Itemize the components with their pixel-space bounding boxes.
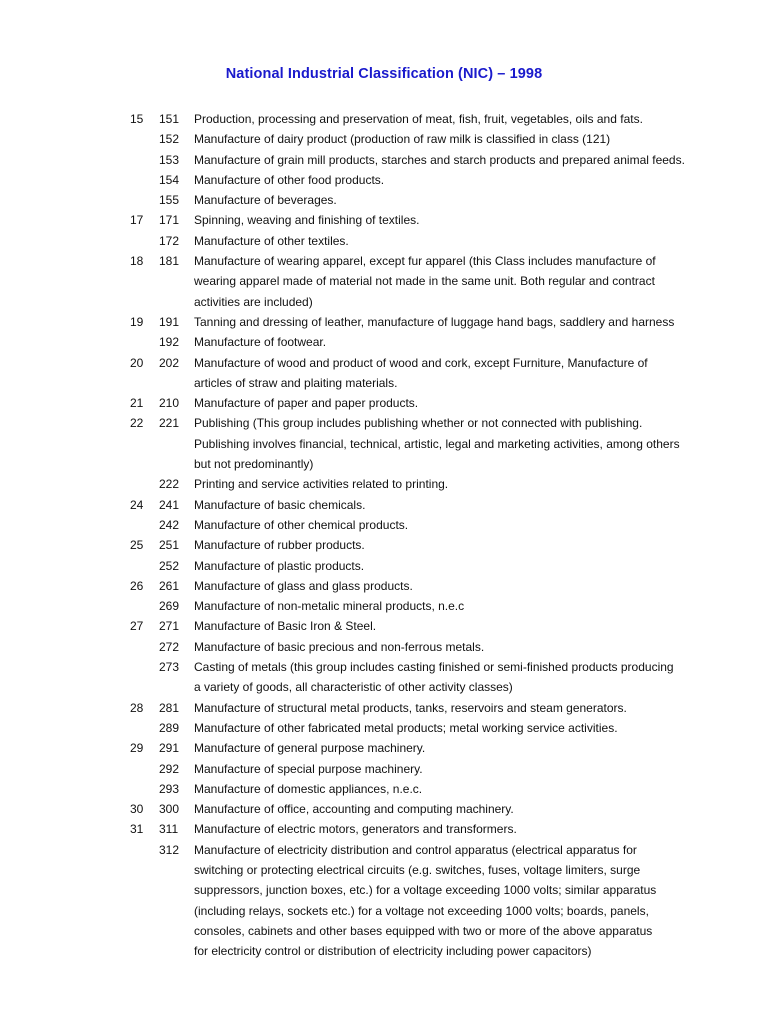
description-line: Manufacture of glass and glass products. — [194, 578, 413, 593]
group-description — [194, 190, 684, 210]
classification-row — [0, 596, 768, 616]
classification-row — [0, 150, 768, 170]
division-code: 19 — [130, 314, 144, 329]
description-line: Manufacture of rubber products. — [194, 538, 365, 553]
description-line: Manufacture of other food products. — [194, 172, 385, 187]
classification-row — [0, 616, 768, 636]
group-code: 261 — [159, 578, 180, 593]
group-code: 153 — [159, 152, 180, 167]
group-code: 271 — [159, 619, 180, 634]
group-description — [194, 698, 684, 718]
classification-row — [0, 840, 768, 962]
description-line: a variety of goods, all characteristic of other activity classes) — [194, 680, 513, 695]
classification-row — [0, 332, 768, 352]
description-line: switching or protecting electrical circuits (e.g. switches, fuses, voltage limiters, surge — [194, 862, 641, 877]
division-code: 24 — [130, 497, 144, 512]
group-description — [194, 150, 684, 170]
group-description — [194, 738, 684, 758]
group-code: 172 — [159, 233, 180, 248]
description-line: Casting of metals (this group includes casting finished or semi-finished products producing — [194, 660, 674, 675]
group-code: 251 — [159, 538, 180, 553]
division-code: 26 — [130, 578, 144, 593]
group-code: 222 — [159, 477, 180, 492]
group-description — [194, 312, 684, 332]
description-line: Manufacture of structural metal products, tanks, reservoirs and steam generators. — [194, 700, 627, 715]
division-code: 29 — [130, 741, 144, 756]
group-code: 210 — [159, 396, 180, 411]
group-description — [194, 129, 684, 149]
classification-row — [0, 657, 768, 698]
group-code: 291 — [159, 741, 180, 756]
classification-row — [0, 718, 768, 738]
classification-row — [0, 515, 768, 535]
classification-row — [0, 312, 768, 332]
classification-row — [0, 819, 768, 839]
group-code: 241 — [159, 497, 180, 512]
group-description — [194, 819, 684, 839]
division-code: 18 — [130, 254, 144, 269]
description-line: for electricity control or distribution of electricity including power capacitors) — [194, 944, 592, 959]
division-code: 15 — [130, 112, 144, 126]
classification-row — [0, 759, 768, 779]
group-description — [194, 657, 684, 698]
group-code: 311 — [159, 822, 179, 837]
classification-row — [0, 413, 768, 474]
group-code: 155 — [159, 193, 180, 208]
group-code: 289 — [159, 720, 180, 735]
description-line: Manufacture of plastic products. — [194, 558, 365, 573]
description-line: Manufacture of non-metalic mineral products, n.e.c — [194, 599, 465, 614]
classification-row — [0, 535, 768, 555]
group-description — [194, 515, 684, 535]
group-code: 192 — [159, 335, 180, 350]
classification-row — [0, 556, 768, 576]
description-line: Production, processing and preservation of meat, fish, fruit, vegetables, oils and fats. — [194, 112, 643, 126]
description-line: Manufacture of paper and paper products. — [194, 396, 419, 411]
division-code: 30 — [130, 802, 144, 817]
group-description — [194, 556, 684, 576]
group-code: 312 — [159, 842, 180, 857]
division-code: 22 — [130, 416, 144, 431]
classification-row — [0, 129, 768, 149]
description-line: Manufacture of other textiles. — [194, 233, 349, 248]
group-code: 281 — [159, 700, 180, 715]
group-description — [194, 616, 684, 636]
description-line: Printing and service activities related to printing. — [194, 477, 449, 492]
description-line: consoles, cabinets and other bases equipped with two or more of the above apparatus — [194, 923, 653, 938]
division-code: 21 — [130, 396, 144, 411]
classification-row — [0, 251, 768, 312]
description-line: Publishing involves financial, technical, artistic, legal and marketing activities, among others — [194, 436, 680, 451]
description-line: Manufacture of electric motors, generators and transformers. — [194, 822, 517, 837]
group-code: 171 — [159, 213, 180, 228]
group-code: 293 — [159, 781, 180, 796]
group-description — [194, 210, 684, 230]
description-line: suppressors, junction boxes, etc.) for a voltage exceeding 1000 volts; similar apparatus — [194, 883, 657, 898]
description-line: Manufacture of office, accounting and computing machinery. — [194, 802, 514, 817]
description-line: Manufacture of other fabricated metal products; metal working service activities. — [194, 720, 618, 735]
classification-row — [0, 474, 768, 494]
group-code: 269 — [159, 599, 180, 614]
classification-row — [0, 779, 768, 799]
group-description — [194, 474, 684, 494]
group-code: 154 — [159, 172, 180, 187]
group-description — [194, 251, 684, 312]
group-code: 272 — [159, 639, 180, 654]
description-line: Manufacture of other chemical products. — [194, 517, 409, 532]
description-line: Manufacture of footwear. — [194, 335, 327, 350]
description-line: Manufacture of Basic Iron & Steel. — [194, 619, 377, 634]
group-code: 292 — [159, 761, 180, 776]
classification-row — [0, 698, 768, 718]
division-code: 28 — [130, 700, 144, 715]
classification-row — [0, 799, 768, 819]
classification-row — [0, 210, 768, 230]
group-code: 202 — [159, 355, 180, 370]
classification-row — [0, 637, 768, 657]
group-code: 181 — [159, 254, 180, 269]
group-code: 221 — [159, 416, 180, 431]
classification-row — [0, 495, 768, 515]
group-description — [194, 637, 684, 657]
division-code: 17 — [130, 213, 144, 228]
division-code: 25 — [130, 538, 144, 553]
group-description — [194, 109, 684, 129]
group-description — [194, 840, 684, 962]
description-line: Manufacture of special purpose machinery. — [194, 761, 423, 776]
group-description — [194, 576, 684, 596]
description-line: Manufacture of dairy product (production of raw milk is classified in class (121) — [194, 132, 611, 147]
classification-row — [0, 109, 768, 129]
description-line: Manufacture of basic chemicals. — [194, 497, 366, 512]
description-line: Manufacture of basic precious and non-ferrous metals. — [194, 639, 485, 654]
classification-row — [0, 190, 768, 210]
classification-row — [0, 576, 768, 596]
group-description — [194, 170, 684, 190]
group-description — [194, 779, 684, 799]
description-line: wearing apparel made of material not made in the same unit. Both regular and contract — [194, 274, 655, 289]
group-description — [194, 231, 684, 251]
group-description — [194, 332, 684, 352]
classification-row — [0, 353, 768, 394]
group-description — [194, 718, 684, 738]
description-line: Tanning and dressing of leather, manufacture of luggage hand bags, saddlery and harness — [194, 314, 675, 329]
group-code: 273 — [159, 660, 180, 675]
description-line: activities are included) — [194, 294, 313, 309]
classification-row — [0, 231, 768, 251]
group-code: 300 — [159, 802, 180, 817]
description-line: Manufacture of grain mill products, starches and starch products and prepared animal feeds. — [194, 152, 685, 167]
classification-row — [0, 393, 768, 413]
group-description — [194, 413, 684, 474]
description-line: Spinning, weaving and finishing of textiles. — [194, 213, 420, 228]
description-line: Manufacture of general purpose machinery. — [194, 741, 426, 756]
description-line: Manufacture of beverages. — [194, 193, 337, 208]
group-code: 252 — [159, 558, 180, 573]
classification-list — [0, 109, 768, 961]
group-description — [194, 596, 684, 616]
division-code: 27 — [130, 619, 144, 634]
description-line: (including relays, sockets etc.) for a voltage not exceeding 1000 volts; boards, panels, — [194, 903, 649, 918]
group-description — [194, 353, 684, 394]
group-description — [194, 799, 684, 819]
group-code: 151 — [159, 112, 180, 126]
group-description — [194, 535, 684, 555]
group-description — [194, 759, 684, 779]
group-description — [194, 393, 684, 413]
group-code: 152 — [159, 132, 180, 147]
description-line: but not predominantly) — [194, 457, 314, 472]
classification-row — [0, 170, 768, 190]
description-line: Manufacture of electricity distribution and control apparatus (electrical apparatus for — [194, 842, 637, 857]
division-code: 20 — [130, 355, 144, 370]
division-code: 31 — [130, 822, 144, 837]
group-description — [194, 495, 684, 515]
description-line: articles of straw and plaiting materials. — [194, 375, 398, 390]
group-code: 191 — [159, 314, 180, 329]
description-line: Manufacture of wood and product of wood and cork, except Furniture, Manufacture of — [194, 355, 648, 370]
description-line: Manufacture of wearing apparel, except fur apparel (this Class includes manufacture of — [194, 254, 656, 269]
description-line: Publishing (This group includes publishing whether or not connected with publishing. — [194, 416, 643, 431]
group-code: 242 — [159, 517, 180, 532]
description-line: Manufacture of domestic appliances, n.e.c. — [194, 781, 423, 796]
page-title: National Industrial Classification (NIC) – 1998 — [225, 66, 543, 82]
classification-row — [0, 738, 768, 758]
